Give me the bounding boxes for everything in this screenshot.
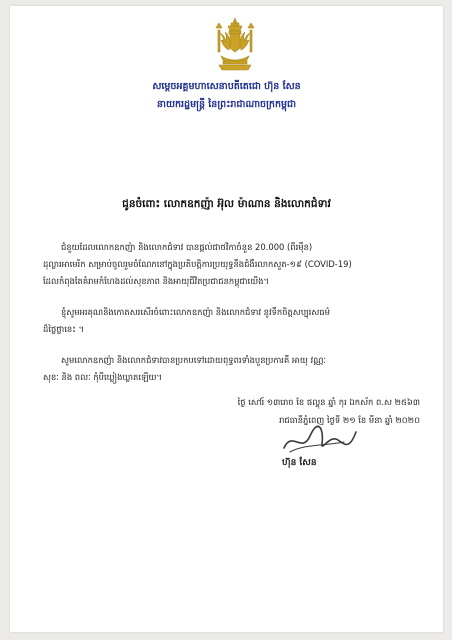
body-line: ដ៏ថ្លៃថ្លានេះ ។: [43, 324, 85, 334]
royal-emblem-icon: [209, 16, 261, 74]
signatory-name: ហ៊ុន សែន: [282, 458, 317, 468]
letter-page: [10, 6, 443, 632]
sender-position: នាយករដ្ឋមន្ត្រី នៃព្រះរាជាណាចក្រកម្ពុជា: [156, 99, 297, 110]
handwritten-signature: [264, 422, 364, 462]
salutation: ជូនចំពោះ លោកឧកញ៉ា អ៊ុល ម៉ាណាន និងលោកជំទាវ: [122, 198, 331, 210]
body-line: សុខៈ និង ពលៈ កុំបីឃ្លៀងឃ្លាតឡើយ។: [43, 372, 163, 382]
body-line: ជំនួយដែលលោកឧកញ៉ា និងលោកជំទាវ បានផ្ដល់ជាថវិកាចំនួន 20.000 (ពីរម៉ឺន): [61, 242, 313, 252]
body-line: ខ្ញុំសូមអរគុណនិងកោតសរសើរចំពោះលោកឧកញ៉ា និងលោកជំទាវ នូវទឹកចិត្តសប្បុរសធម៌: [61, 307, 330, 317]
body-line: សូមលោកឧកញ៉ា និងលោកជំទាវបានប្រកបទៅដោយពុទ្ធពរទាំងបួនប្រការគឺ អាយុ វណ្ណៈ: [61, 355, 326, 365]
sender-title: សម្ដេចអគ្គមហាសេនាបតីតេជោ ហ៊ុន សែន: [152, 81, 301, 92]
lunar-date: ថ្ងៃ សៅរ៍ ១៣រោច ខែ ផល្គុន ឆ្នាំ កុរ ឯកស័ក ព.ស ២៥៦៣: [237, 397, 420, 407]
body-line: ដុល្លារអាមេរិក សម្រាប់ចូលរួមចំណែកនៅក្នុងប្រតិបត្តិការប្រយុទ្ធនឹងជំងឺរលាកសួត-១៩ (COVID-19): [43, 259, 352, 269]
body-line: ដែលកំពុងតែគំរាមកំហែងដល់សុខភាព និងអាយុជីវិតប្រជាជនកម្ពុជាយើង។: [43, 276, 269, 286]
solar-date: រាជធានីភ្នំពេញ ថ្ងៃទី ២១ ខែ មីនា ឆ្នាំ ២០២០: [279, 415, 420, 425]
